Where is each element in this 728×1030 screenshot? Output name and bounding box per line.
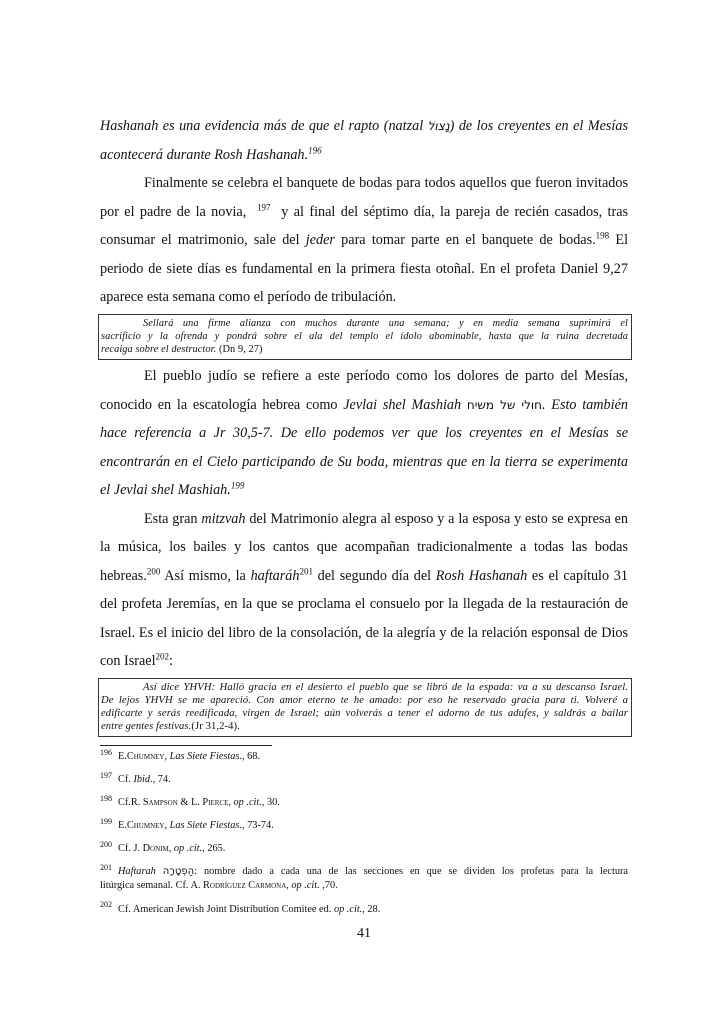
footnote-196: $^{196}$ E.Chumney, Las Siete Fiestas., 68. [100, 747, 261, 763]
para3-line4: encontrarán en el Cielo participando de Su boda, mientras que en la tierra se experimenta [100, 453, 628, 470]
para1-line1: Hashanah es una evidencia más de que el rapto (natzal נָצוֹל) de los creyentes en el Mesías [100, 118, 628, 134]
quote2-line2: De lejos YHVH se me apareció. Con amor eterno te he amado: por eso he reservado gracia para ti. Volveré a [101, 694, 628, 706]
para1-line2: acontecerá durante Rosh Hashanah.$^{196}$ [100, 144, 322, 163]
footnote-ref-200[interactable]: 200 [146, 565, 161, 576]
footnote-202: $^{202}$ Cf. American Jewish Joint Distribution Comitee ed. op .cit., 28. [100, 900, 381, 915]
quote1-line2: sacrificio y la ofrenda y pondrá sobre el ala del templo el ídolo abominable, hasta que la ruina decretada [101, 330, 628, 342]
quote1-line1: Sellará una firme alianza con muchos durante una semana; y en media semana suprimirá el [143, 317, 628, 329]
quote-jeremiah [98, 678, 632, 738]
page-body [100, 112, 628, 926]
footnote-separator [100, 745, 272, 746]
quote1-line3: recaiga sobre el destructor. (Dn 9, 27) [101, 343, 263, 355]
para4-line3: hebreas.$^{200}$ Así mismo, la haftaráh$^{201}$ del segundo día del Rosh Hashanah es el capítulo 31 [100, 565, 628, 584]
footnote-200: $^{200}$ Cf. J. Donim, op .cit., 265. [100, 839, 226, 855]
quote2-line3: edificarte y serás reedificada, virgen de Israel; aún volverás a tener el adorno de tus adufes, y saldrás a bailar [101, 707, 628, 719]
para2-line3: consumar el matrimonio, sale del jeder para tomar parte en el banquete de bodas.$^{198}$ El [100, 230, 629, 248]
quote-daniel [98, 314, 632, 361]
para4-line5: Israel. Es el inicio del libro de la consolación, de la alegría y de la relación esponsal de Dios [100, 624, 628, 641]
para4-line2: la música, los bailes y los cantos que acompañan tradicionalmente a todas las bodas [100, 539, 628, 556]
footnote-199: $^{199}$ E.Chumney, Las Siete Fiestas., 73-74. [100, 816, 274, 832]
page-number: 41 [357, 926, 371, 941]
footnote-ref-198[interactable]: 198 [595, 230, 610, 241]
footnote-ref-197[interactable]: 197 [257, 201, 271, 212]
para3-line1: El pueblo judío se refiere a este período como los dolores de parto del Mesías, [144, 368, 628, 385]
para4-line1: Esta gran mitzvah del Matrimonio alegra al esposo y a la esposa y esto se expresa en [144, 510, 628, 527]
footnote-ref-202[interactable]: 202 [155, 651, 170, 662]
para2-line1: Finalmente se celebra el banquete de bodas para todos aquellos que fueron invitados [144, 175, 628, 191]
footnote-197: $^{197}$ Cf. Ibid., 74. [100, 770, 171, 786]
quote2-line4: entre gentes festivas.(Jr 31,2-4). [101, 721, 240, 733]
footnote-201: $^{201}$ Haftarah הַפְטָרָה: nombre dado a cada una de las secciones en que se dividen los profetas para la lectura litúrgica semanal. Cf. A. Rodríguez Carmona, op .cit. ,70. [100, 862, 628, 892]
para4-line4: del profeta Jeremías, en la que se proclama el consuelo por la llegada de la restauración de [100, 596, 628, 613]
footnote-ref-196[interactable]: 196 [308, 144, 322, 155]
para3-line2: conocido en la escatología hebrea como Jevlai shel Mashiah חולי של משיח. Esto también [100, 396, 628, 413]
para2-line4: periodo de siete días es fundamental en la primera fiesta otoñal. En el profeta Daniel 9,27 [100, 260, 628, 277]
footnote-198: $^{198}$ Cf.R. Sampson & L. Pierce, op .cit., 30. [100, 793, 280, 809]
para4-line6: con Israel$^{202}$: [100, 651, 173, 670]
para2-line5: aparece esta semana como el período de tribulación. [100, 289, 397, 305]
quote2-line1: Así dice YHVH: Halló gracia en el desierto el pueblo que se libró de la espada: va a su descanso Israel. [143, 681, 628, 693]
para3-line5: el Jevlai shel Mashiah.$^{199}$ [100, 480, 245, 499]
para2-line2: por el padre de la novia, $^{197}$ y al final del séptimo día, la pareja de recién casados, tras [100, 201, 629, 220]
para3-line3: hace referencia a Jr 30,5-7. De ello podemos ver que los creyentes en el Mesías se [100, 425, 628, 442]
footnote-ref-199[interactable]: 199 [230, 480, 245, 491]
footnote-ref-201[interactable]: 201 [299, 565, 313, 576]
